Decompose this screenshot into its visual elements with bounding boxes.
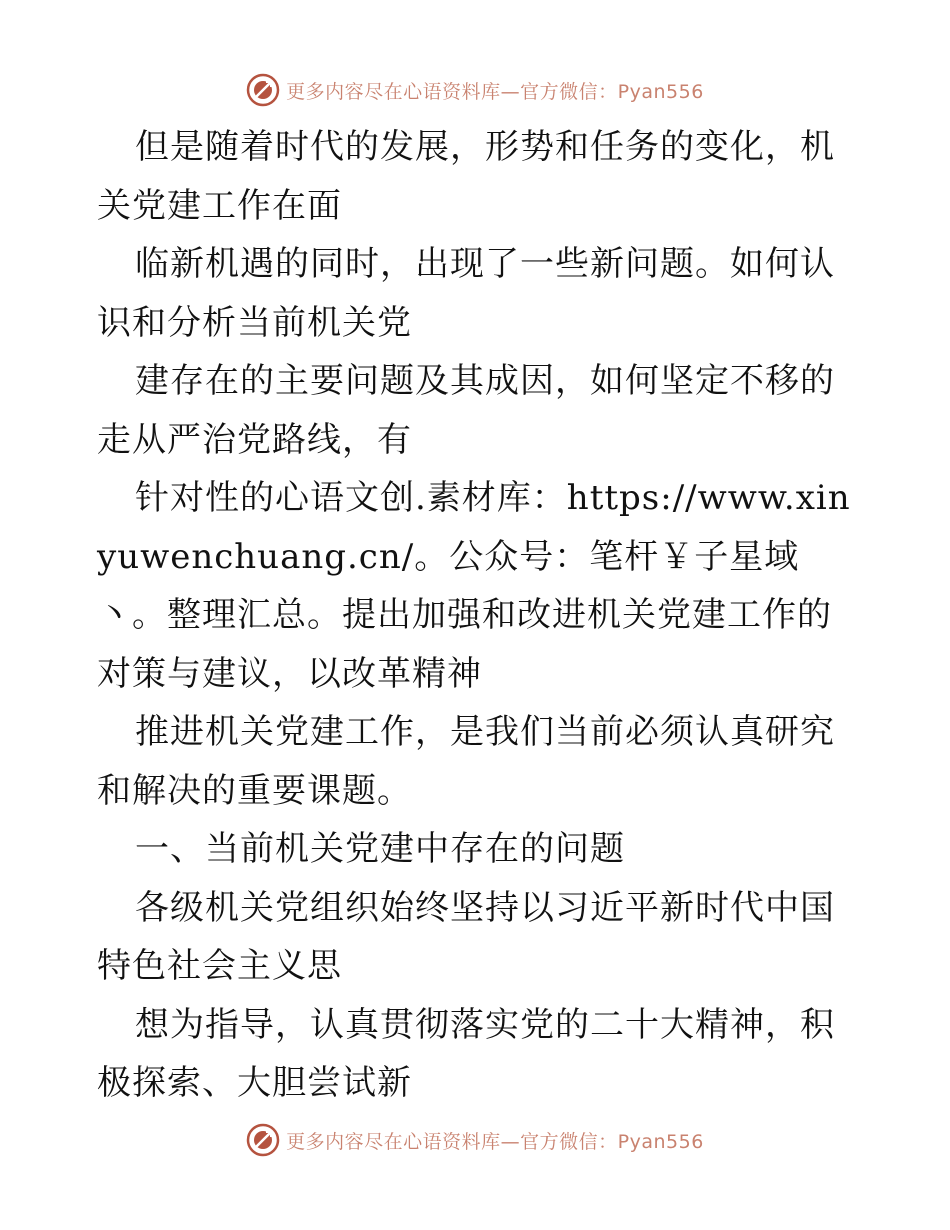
- paragraph: 针对性的心语文创.素材库：https://www.xinyuwenchuang.cn/。公众号：笔杆￥子星域丶。整理汇总。提出加强和改进机关党建工作的对策与建议，以改革精神: [97, 478, 851, 694]
- footer-watermark: [0, 1120, 950, 1160]
- section-heading: 一、当前机关党建中存在的问题: [135, 829, 625, 869]
- logo-icon: [246, 1123, 280, 1157]
- footer-watermark-text: 更多内容尽在心语资料库—官方微信：Pyan556: [286, 1130, 704, 1153]
- paragraph: 建存在的主要问题及其成因，如何坚定不移的走从严治党路线，有: [97, 361, 835, 460]
- header-watermark-text: 更多内容尽在心语资料库—官方微信：Pyan556: [286, 80, 704, 103]
- header-watermark: [0, 70, 950, 110]
- paragraph: 但是随着时代的发展，形势和任务的变化，机关党建工作在面: [97, 127, 835, 226]
- paragraph: 想为指导，认真贯彻落实党的二十大精神，积极探索、大胆尝试新: [97, 1004, 835, 1103]
- document-body: [97, 118, 857, 1113]
- paragraph: 临新机遇的同时，出现了一些新问题。如何认识和分析当前机关党: [97, 244, 835, 343]
- logo-icon: [246, 73, 280, 107]
- paragraph: 推进机关党建工作，是我们当前必须认真研究和解决的重要课题。: [97, 712, 835, 811]
- paragraph: 各级机关党组织始终坚持以习近平新时代中国特色社会主义思: [97, 887, 835, 986]
